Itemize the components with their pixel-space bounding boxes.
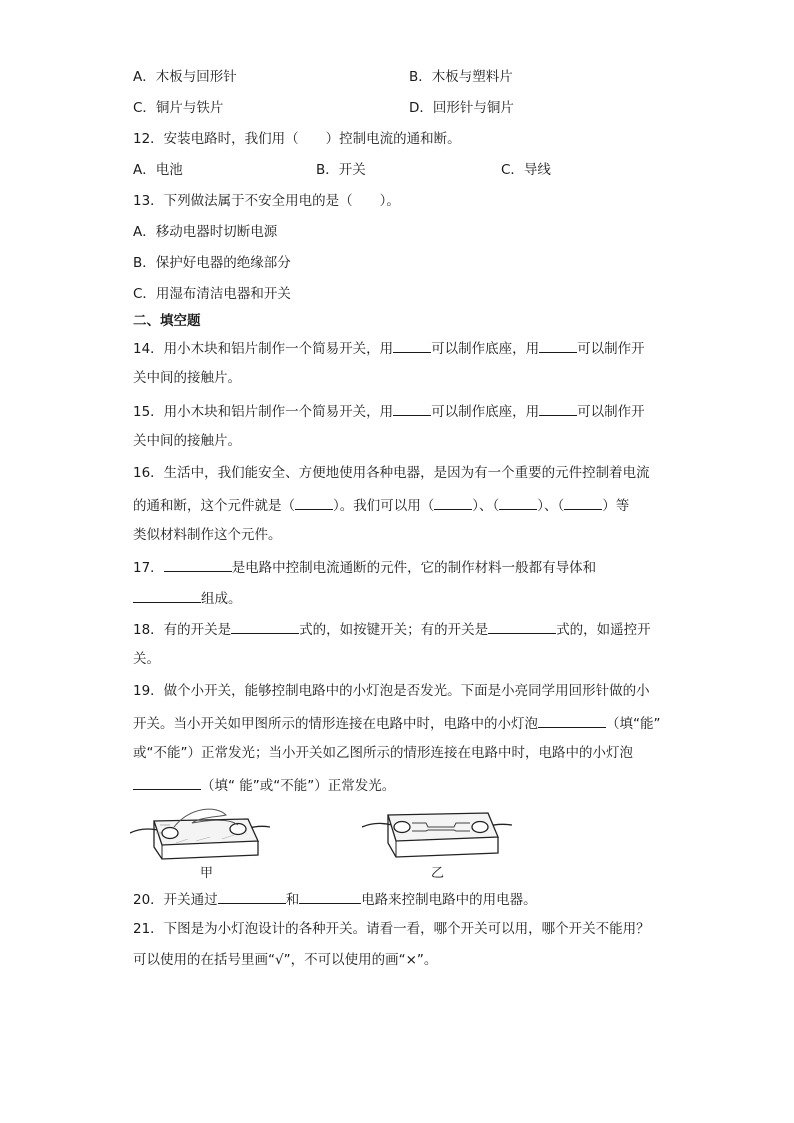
figure-caption-jia: 甲 bbox=[200, 866, 214, 881]
q18-blank-1[interactable] bbox=[231, 619, 299, 634]
q18-text-3: 式的，如遥控开 bbox=[556, 622, 651, 638]
q12-option-a: A．电池 bbox=[133, 162, 183, 178]
q18-line-2: 关。 bbox=[133, 651, 160, 667]
q20-text-3: 电路来控制电路中的用电器。 bbox=[361, 892, 537, 908]
q20-line-1 bbox=[133, 889, 537, 909]
q19-blank-1[interactable] bbox=[538, 713, 606, 728]
q20-text-2: 和 bbox=[285, 892, 300, 908]
q16-line-3: 类似材料制作这个元件。 bbox=[133, 527, 282, 543]
q14-text-3: 可以制作开 bbox=[577, 341, 645, 357]
q18-line-1 bbox=[133, 619, 651, 639]
q16-blank-2[interactable] bbox=[434, 495, 472, 510]
q16-blank-4[interactable] bbox=[564, 495, 602, 510]
q17-text-2: 是电路中控制电流通断的元件，它的制作材料一般都有导体和 bbox=[231, 560, 597, 576]
q13-option-c: C．用湿布清洁电器和开关 bbox=[133, 286, 291, 302]
q12-option-b: B．开关 bbox=[316, 162, 366, 178]
q12-option-c: C．导线 bbox=[501, 162, 551, 178]
q16-line-1: 16．生活中，我们能安全、方便地使用各种电器，是因为有一个重要的元件控制着电流 bbox=[133, 465, 650, 481]
q17-text-1: 17． bbox=[133, 560, 164, 576]
q15-blank-1[interactable] bbox=[393, 401, 431, 416]
q16-text-3: ）、（ bbox=[472, 498, 500, 514]
q19-line-4 bbox=[133, 775, 395, 795]
q14-blank-1[interactable] bbox=[393, 338, 431, 353]
q16-text-5: ）等 bbox=[602, 498, 630, 514]
q15-text-1: 15．用小木块和铝片制作一个简易开关，用 bbox=[133, 404, 394, 420]
q16-blank-1[interactable] bbox=[295, 495, 333, 510]
q13-option-a: A．移动电器时切断电源 bbox=[133, 224, 278, 240]
q19-line-3: 或“不能”）正常发光；当小开关如乙图所示的情形连接在电路中时，电路中的小灯泡 bbox=[133, 745, 633, 761]
q13-option-b: B．保护好电器的绝缘部分 bbox=[133, 255, 291, 271]
q19-text-1: 开关。当小开关如甲图所示的情形连接在电路中时，电路中的小灯泡 bbox=[133, 716, 538, 732]
switch-figure-yi bbox=[362, 803, 512, 865]
q11-option-c: C．铜片与铁片 bbox=[133, 100, 224, 116]
q21-line-2: 可以使用的在括号里画“√”，不可以使用的画“×”。 bbox=[133, 952, 438, 968]
q16-text-2: ）。我们可以用（ bbox=[333, 498, 435, 514]
q19-text-2: （填“能” bbox=[606, 716, 661, 732]
q18-text-2: 式的，如按键开关；有的开关是 bbox=[299, 622, 489, 638]
q19-line-1: 19．做个小开关，能够控制电路中的小灯泡是否发光。下面是小亮同学用回形针做的小 bbox=[133, 683, 650, 699]
q14-text-1: 14．用小木块和铝片制作一个简易开关，用 bbox=[133, 341, 394, 357]
q19-blank-2[interactable] bbox=[133, 775, 201, 790]
q19-line-2 bbox=[133, 713, 661, 733]
q18-text-1: 18．有的开关是 bbox=[133, 622, 232, 638]
q13-stem: 13．下列做法属于不安全用电的是（ ）。 bbox=[133, 193, 400, 209]
q11-option-a: A．木板与回形针 bbox=[133, 69, 237, 85]
q20-blank-1[interactable] bbox=[218, 889, 286, 904]
q17-blank-1[interactable] bbox=[164, 557, 232, 572]
q20-text-1: 20．开关通过 bbox=[133, 892, 218, 908]
q15-blank-2[interactable] bbox=[539, 401, 577, 416]
q17-line-1 bbox=[133, 557, 596, 577]
q15-text-2: 可以制作底座，用 bbox=[431, 404, 540, 420]
q18-blank-2[interactable] bbox=[488, 619, 556, 634]
q11-option-d: D．回形针与铜片 bbox=[409, 100, 514, 116]
q16-text-4: ）、（ bbox=[537, 498, 565, 514]
q14-line-1 bbox=[133, 338, 645, 358]
q14-text-2: 可以制作底座，用 bbox=[431, 341, 540, 357]
q17-text-3: 组成。 bbox=[201, 591, 242, 607]
q15-text-3: 可以制作开 bbox=[577, 404, 645, 420]
q14-line-2: 关中间的接触片。 bbox=[133, 370, 241, 386]
q14-blank-2[interactable] bbox=[539, 338, 577, 353]
q20-blank-2[interactable] bbox=[299, 889, 361, 904]
q19-text-3: （填“ 能”或“不能”）正常发光。 bbox=[201, 778, 396, 794]
q15-line-2: 关中间的接触片。 bbox=[133, 433, 241, 449]
q17-blank-2[interactable] bbox=[133, 588, 201, 603]
q16-blank-3[interactable] bbox=[499, 495, 537, 510]
figure-caption-yi: 乙 bbox=[431, 866, 445, 881]
q11-option-b: B．木板与塑料片 bbox=[409, 69, 513, 85]
q16-text-1: 的通和断，这个元件就是（ bbox=[133, 498, 295, 514]
q16-line-2 bbox=[133, 495, 629, 515]
q21-line-1: 21．下图是为小灯泡设计的各种开关。请看一看，哪个开关可以用，哪个开关不能用？ bbox=[133, 921, 650, 937]
switch-figure-jia bbox=[130, 803, 270, 861]
q12-stem: 12．安装电路时，我们用（ ）控制电流的通和断。 bbox=[133, 131, 461, 147]
section-heading-fill-in: 二、填空题 bbox=[133, 313, 201, 329]
q15-line-1 bbox=[133, 401, 645, 421]
q17-line-2 bbox=[133, 588, 242, 608]
